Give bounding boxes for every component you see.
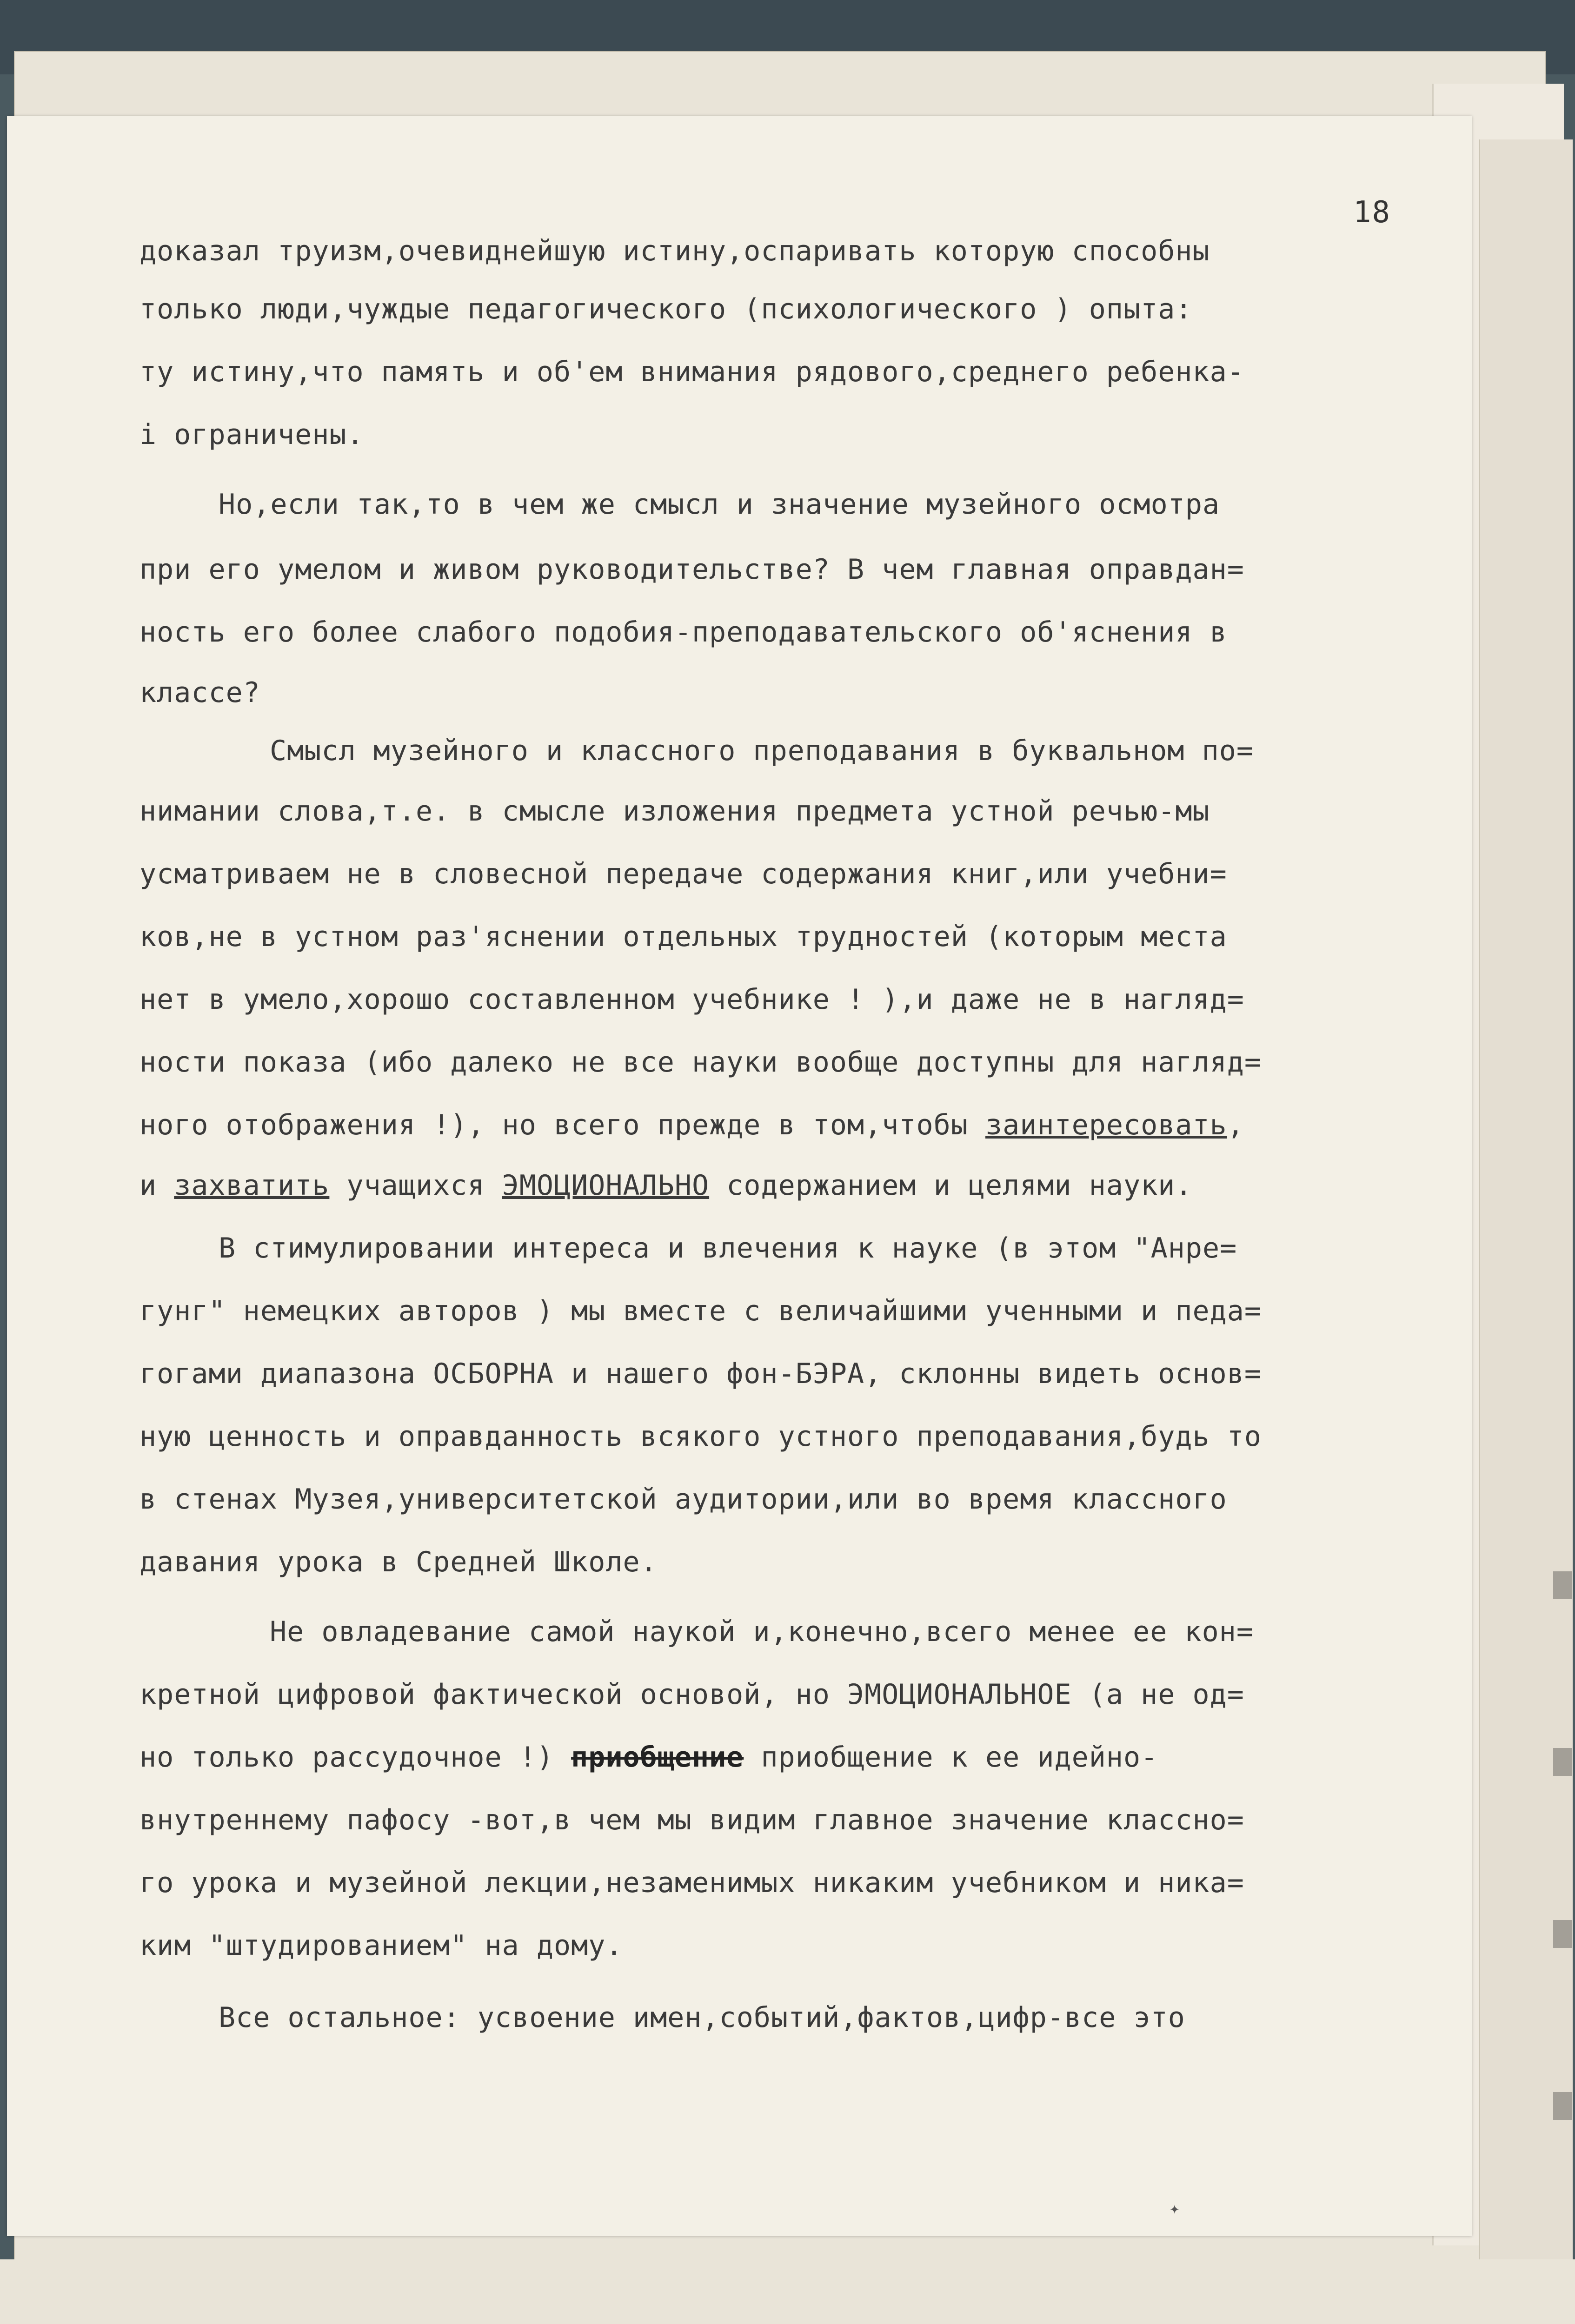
text-line: Но,если так,то в чем же смысл и значение музейного осмотра (219, 488, 1220, 521)
text-line: доказал труизм,очевиднейшую истину,оспаривать которую способны (140, 235, 1210, 267)
text-line: нимании слова,т.е. в смысле изложения предмета устной речью-мы (140, 795, 1210, 828)
text-line (140, 1167, 1460, 1204)
text-line: Смысл музейного и классного преподавания в буквальном по= (270, 735, 1254, 767)
text-line: ту истину,что память и об'ем внимания рядового,среднего ребенка- (140, 356, 1244, 388)
text-line: Не овладевание самой наукой и,конечно,всего менее ее кон= (270, 1616, 1254, 1648)
text-line: при его умелом и живом руководительстве? В чем главная оправдан= (140, 553, 1244, 586)
text-line: только люди,чуждые педагогического (психологического ) опыта: (140, 293, 1193, 325)
struck-word: приобщение (571, 1741, 744, 1774)
text-line: классе? (140, 676, 260, 709)
page-number: 18 (1353, 195, 1391, 230)
text-line: ков,не в устном раз'яснении отдельных трудностей (которым места (140, 920, 1227, 953)
text-segment: приобщение к ее идейно- (761, 1741, 1158, 1774)
margin-marks (1553, 1571, 1572, 2129)
text-line: і ограничены. (140, 418, 364, 451)
text-line: внутреннему пафосу -вот,в чем мы видим главное значение классно= (140, 1804, 1244, 1836)
underlined-word: заинтересовать (985, 1109, 1227, 1141)
text-line: кретной цифровой фактической основой, но ЭМОЦИОНАЛЬНОЕ (а не од= (140, 1678, 1244, 1711)
text-line: го урока и музейной лекции,незаменимых никаким учебником и ника= (140, 1867, 1244, 1899)
text-segment: и (140, 1169, 157, 1202)
text-segment: учащихся (346, 1169, 485, 1202)
text-segment: , (1227, 1109, 1244, 1141)
text-segment: ного отображения !), но всего прежде в том,чтобы (140, 1109, 968, 1141)
text-line: Все остальное: усвоение имен,событий,фактов,цифр-все это (219, 2001, 1185, 2034)
text-line (140, 1106, 1460, 1144)
text-segment: содержанием и целями науки. (726, 1169, 1193, 1202)
text-line: ную ценность и оправданность всякого устного преподавания,будь то (140, 1420, 1262, 1453)
underlined-word: захватить (174, 1169, 330, 1202)
text-line: в стенах Музея,университетской аудитории,или во время классного (140, 1483, 1227, 1516)
text-line: нет в умело,хорошо составленном учебнике ! ),и даже не в нагляд= (140, 983, 1244, 1016)
text-line (140, 1739, 1460, 1776)
text-line: гогами диапазона ОСБОРНА и нашего фон-БЭРА, склонны видеть основ= (140, 1357, 1262, 1390)
text-line: ким "штудированием" на дому. (140, 1929, 623, 1962)
text-line: гунг" немецких авторов ) мы вместе с величайшими ученными и педа= (140, 1295, 1262, 1327)
text-line: ность его более слабого подобия-преподавательского об'яснения в (140, 616, 1227, 649)
text-line: В стимулировании интереса и влечения к науке (в этом "Анре= (219, 1232, 1237, 1265)
punch-hole-mark: ✦ (1170, 2199, 1180, 2218)
text-line: ности показа (ибо далеко не все науки вообще доступны для нагляд= (140, 1046, 1262, 1079)
underlined-word: ЭМОЦИОНАЛЬНО (502, 1169, 710, 1202)
bottom-band (0, 2259, 1575, 2324)
text-line: давания урока в Средней Школе. (140, 1546, 658, 1578)
text-line: усматриваем не в словесной передаче содержания книг,или учебни= (140, 858, 1227, 890)
text-segment: но только рассудочное !) (140, 1741, 554, 1774)
